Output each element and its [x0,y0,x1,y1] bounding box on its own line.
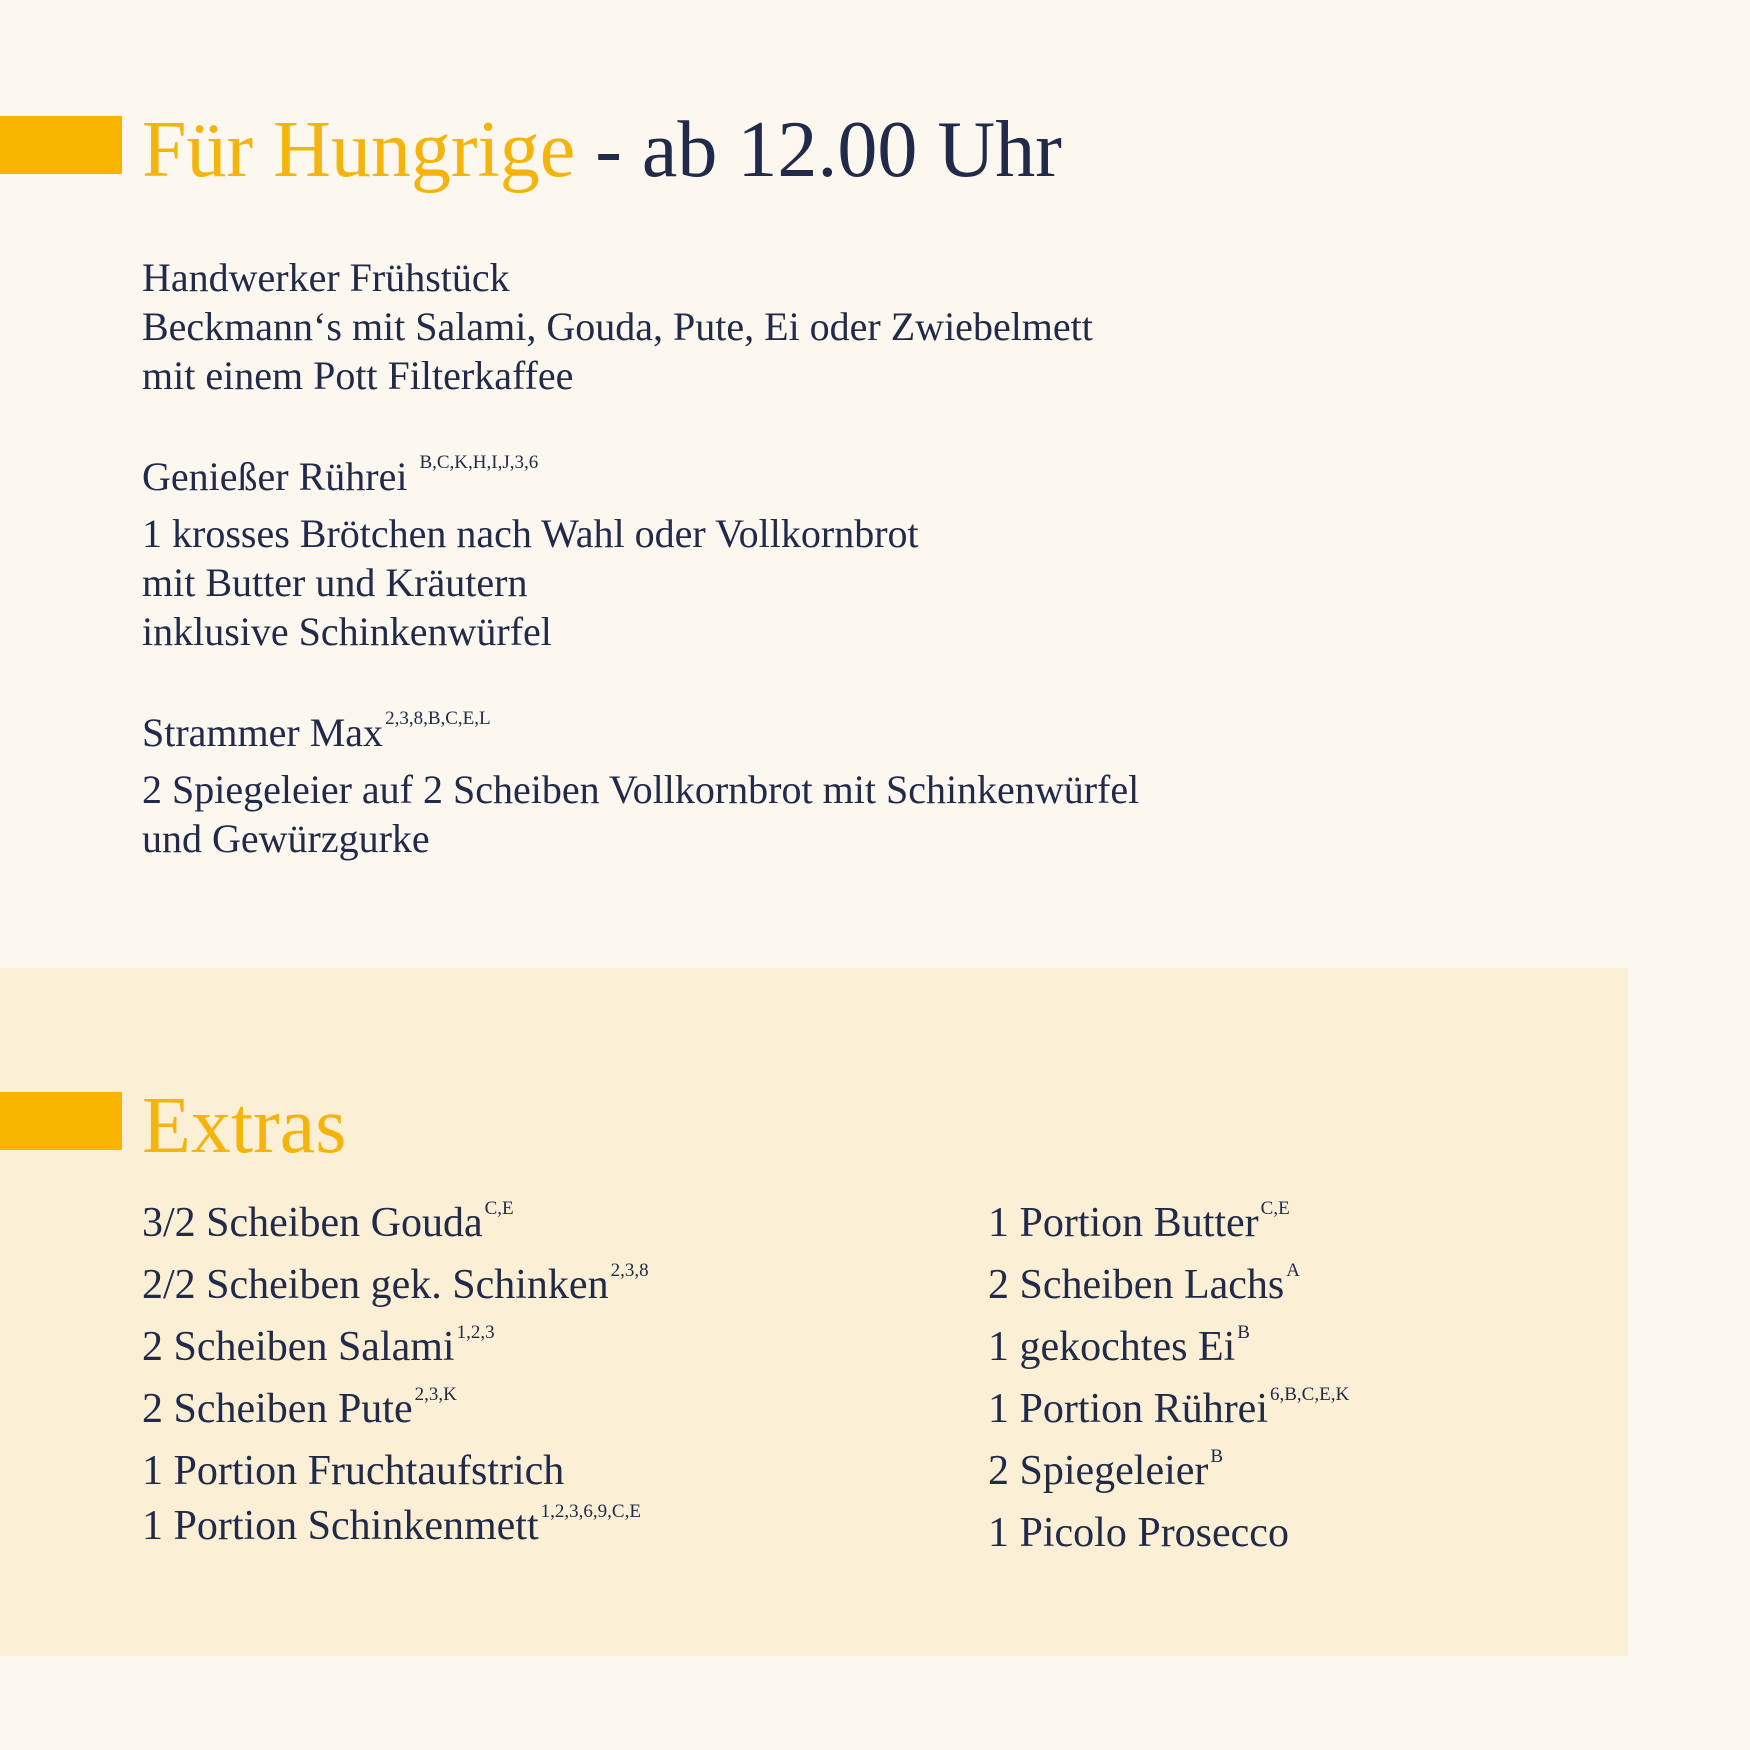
menu-item-description: 1 krosses Brötchen nach Wahl oder Vollkornbrot [142,511,919,556]
menu-item-description: mit Butter und Kräutern [142,560,528,605]
extras-item: 1 Portion Butter $^{C,E}$ [988,1198,1290,1246]
extras-list-left [142,1196,649,1561]
extras-list-right [988,1196,1349,1561]
extras-item: 1 Portion Fruchtaufstrich [142,1448,565,1494]
allergen-codes: 2,3,8 [610,1260,649,1281]
menu-item [142,452,1442,656]
extras-item: 2 Scheiben Lachs $^A$ [988,1260,1300,1308]
extras-item: 2 Spiegeleier $^B$ [988,1446,1224,1494]
menu-item-description: Beckmann‘s mit Salami, Gouda, Pute, Ei oder Zwiebelmett [142,304,1093,349]
allergen-codes: B [1237,1322,1250,1343]
allergen-codes: 1,2,3,6,9,C,E [540,1501,641,1522]
allergen-codes: B,C,K,H,I,J,3,6 [419,452,539,473]
menu-items [142,253,1442,915]
section-title-accent: Für Hungrige [142,106,576,194]
menu-item-name: Strammer Max $^{2,3,8,B,C,E,L}$ [142,708,491,755]
section-title [142,106,1062,194]
allergen-codes: 2,3,8,B,C,E,L [385,708,491,729]
extras-item: 1 gekochtes Ei $^B$ [988,1322,1250,1370]
allergen-codes: B [1210,1446,1224,1467]
menu-item-name: Handwerker Frühstück [142,255,510,300]
extras-item: 1 Picolo Prosecco [988,1510,1289,1556]
menu-item-description: inklusive Schinkenwürfel [142,609,552,654]
extras-item: 2 Scheiben Pute $^{2,3,K}$ [142,1384,457,1432]
allergen-codes: 6,B,C,E,K [1270,1384,1350,1405]
menu-item-description: und Gewürzgurke [142,816,430,861]
extras-item: 3/2 Scheiben Gouda $^{C,E}$ [142,1198,514,1246]
section-accent-bar [0,116,122,174]
extras-item: 1 Portion Rührei $^{6,B,C,E,K}$ [988,1384,1350,1432]
allergen-codes: A [1286,1260,1300,1281]
allergen-codes: C,E [1260,1198,1290,1219]
menu-item-description: mit einem Pott Filterkaffee [142,353,574,398]
menu-item-name: Genießer Rührei $^{B,C,K,H,I,J,3,6}$ [142,452,539,499]
section-title-time: - ab 12.00 Uhr [575,106,1062,194]
menu-item [142,708,1442,863]
allergen-codes: 2,3,K [414,1384,457,1405]
menu-item-description: 2 Spiegeleier auf 2 Scheiben Vollkornbrot mit Schinkenwürfel [142,767,1140,812]
extras-item: 2/2 Scheiben gek. Schinken $^{2,3,8}$ [142,1260,649,1308]
extras-item: 1 Portion Schinkenmett $^{1,2,3,6,9,C,E}$ [142,1501,641,1549]
menu-item [142,253,1442,400]
allergen-codes: 1,2,3 [456,1322,495,1343]
extras-accent-bar [0,1092,122,1150]
extras-title: Extras [142,1082,347,1170]
extras-item: 2 Scheiben Salami $^{1,2,3}$ [142,1322,495,1370]
allergen-codes: C,E [484,1198,514,1219]
